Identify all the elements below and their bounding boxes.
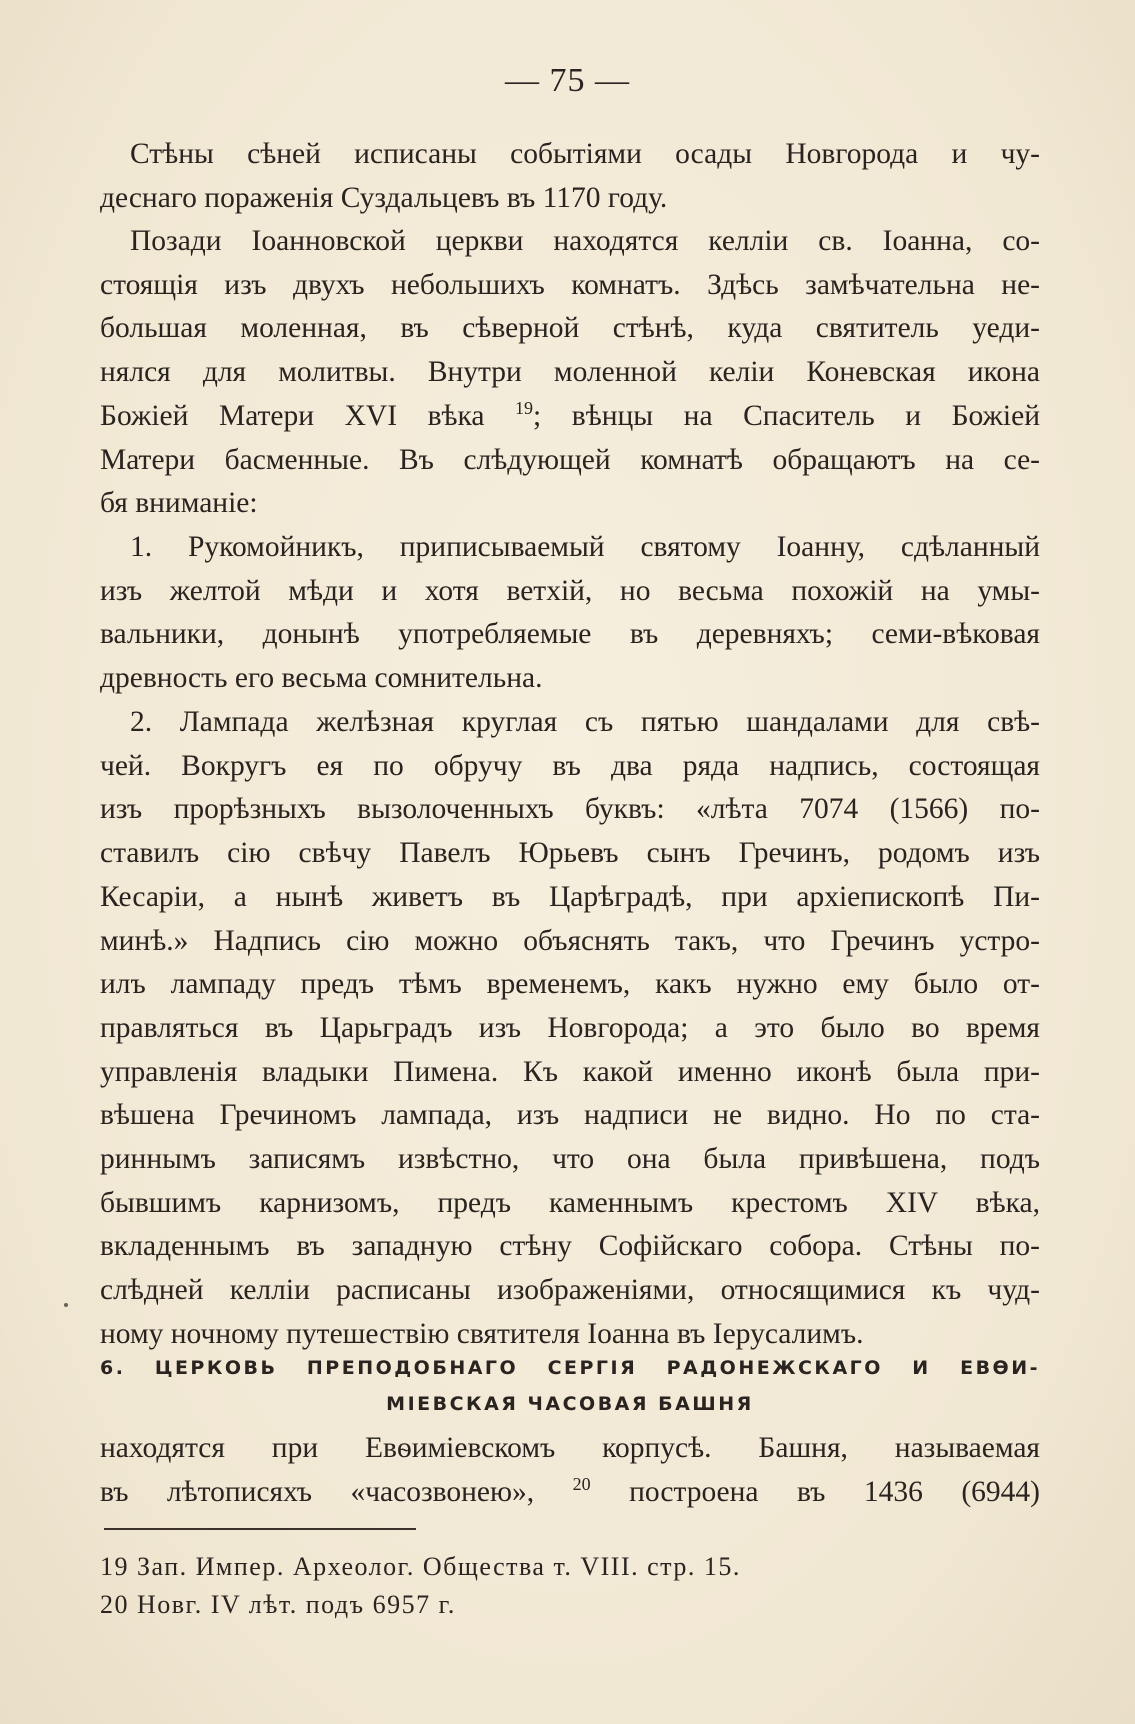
footnote-19: 19 Зап. Импер. Археолог. Общества т. VIII. стр. 15. bbox=[100, 1552, 741, 1581]
page-number: — 75 — bbox=[505, 62, 630, 99]
text-line: бывшимъ карнизомъ, предъ каменнымъ крестомъ XIV вѣка, bbox=[100, 1186, 1040, 1219]
footnote-ref-19: 19 bbox=[515, 397, 534, 418]
section-heading bbox=[100, 1350, 1040, 1422]
heading-line: МІЕВСКАЯ ЧАСОВАЯ БАШНЯ bbox=[386, 1393, 754, 1415]
text-line: риннымъ записямъ извѣстно, что она была привѣшена, подъ bbox=[100, 1143, 1040, 1176]
paragraph-tower bbox=[100, 1427, 1040, 1514]
text-line: 2. Лампада желѣзная круглая съ пятью шандалами для свѣ- bbox=[130, 706, 1040, 738]
text-line: бя вниманіе: bbox=[100, 487, 258, 520]
text-line: изъ желтой мѣди и хотя ветхій, но весьма похожій на умы- bbox=[100, 574, 1040, 607]
text-line: вальники, донынѣ употребляемые въ деревняхъ; семи-вѣковая bbox=[100, 618, 1040, 651]
paragraph-cells bbox=[100, 220, 1040, 526]
text-fragment: Божіей Матери XVI вѣка bbox=[100, 399, 516, 432]
footnote-ref-20: 20 bbox=[572, 1473, 591, 1494]
heading-line: 6. ЦЕРКОВЬ ПРЕПОДОБНАГО СЕРГІЯ РАДОНЕЖСКАГО И ЕВѲИ- bbox=[100, 1357, 1040, 1379]
footnote-20: 20 Новг. IV лѣт. подъ 6957 г. bbox=[100, 1590, 456, 1619]
text-line: илъ лампаду предъ тѣмъ временемъ, какъ нужно ему было от- bbox=[100, 968, 1040, 1001]
text-line: деснаго пораженія Суздальцевъ въ 1170 году. bbox=[100, 181, 668, 214]
text-line: чей. Вокругъ ея по обручу въ два ряда надпись, состоящая bbox=[100, 749, 1040, 782]
text-line: нялся для молитвы. Внутри моленной келіи Коневская икона bbox=[100, 356, 1040, 389]
text-fragment: въ лѣтописяхъ «часозвонею», bbox=[100, 1475, 573, 1508]
text-line: управленія владыки Пимена. Къ какой именно иконѣ была при- bbox=[100, 1055, 1040, 1088]
paragraph-washstand bbox=[100, 526, 1040, 701]
footnotes bbox=[100, 1548, 1040, 1624]
text-line bbox=[100, 395, 1040, 439]
text-line: Позади Іоанновской церкви находятся келліи св. Іоанна, со- bbox=[130, 225, 1040, 257]
text-line: Стѣны сѣней исписаны событіями осады Новгорода и чу- bbox=[130, 138, 1040, 170]
text-line: вкладеннымъ въ западную стѣну Софійскаго собора. Стѣны по- bbox=[100, 1230, 1040, 1263]
text-line: ному ночному путешествію святителя Іоанна въ Іерусалимъ. bbox=[100, 1317, 864, 1350]
text-fragment: построена въ 1436 (6944) bbox=[590, 1475, 1040, 1508]
ink-speck bbox=[64, 1303, 68, 1307]
text-line: Матери басменные. Въ слѣдующей комнатѣ обращаютъ на се- bbox=[100, 443, 1040, 476]
footnote-divider bbox=[104, 1528, 416, 1530]
text-line: находятся при Евѳиміевскомъ корпусѣ. Башня, называемая bbox=[100, 1432, 1040, 1464]
text-line: ставилъ сію свѣчу Павелъ Юрьевъ сынъ Гречинъ, родомъ изъ bbox=[100, 837, 1040, 870]
text-line bbox=[100, 1471, 1040, 1515]
paragraph-lamp bbox=[100, 701, 1040, 1357]
text-line: слѣдней келліи расписаны изображеніями, относящимися къ чуд- bbox=[100, 1274, 1040, 1307]
text-line: Кесаріи, а нынѣ живетъ въ Царѣградѣ, при архіепископѣ Пи- bbox=[100, 880, 1040, 913]
text-line: минѣ.» Надпись сію можно объяснять такъ, что Гречинъ устро- bbox=[100, 924, 1040, 957]
paragraph-walls bbox=[100, 133, 1040, 220]
text-line: древность его весьма сомнительна. bbox=[100, 662, 543, 695]
text-line: стоящія изъ двухъ небольшихъ комнатъ. Здѣсь замѣчательна не- bbox=[100, 268, 1040, 301]
text-line: вѣшена Гречиномъ лампада, изъ надписи не видно. Но по ста- bbox=[100, 1099, 1040, 1132]
text-line: большая моленная, въ сѣверной стѣнѣ, куда святитель уеди- bbox=[100, 312, 1040, 345]
text-fragment: ; вѣнцы на Спаситель и Божіей bbox=[533, 399, 1040, 432]
text-line: правляться въ Царьградъ изъ Новгорода; а это было во время bbox=[100, 1011, 1040, 1044]
text-line: изъ прорѣзныхъ вызолоченныхъ буквъ: «лѣта 7074 (1566) по- bbox=[100, 793, 1040, 826]
text-line: 1. Рукомойникъ, приписываемый святому Іоанну, сдѣланный bbox=[130, 531, 1040, 563]
